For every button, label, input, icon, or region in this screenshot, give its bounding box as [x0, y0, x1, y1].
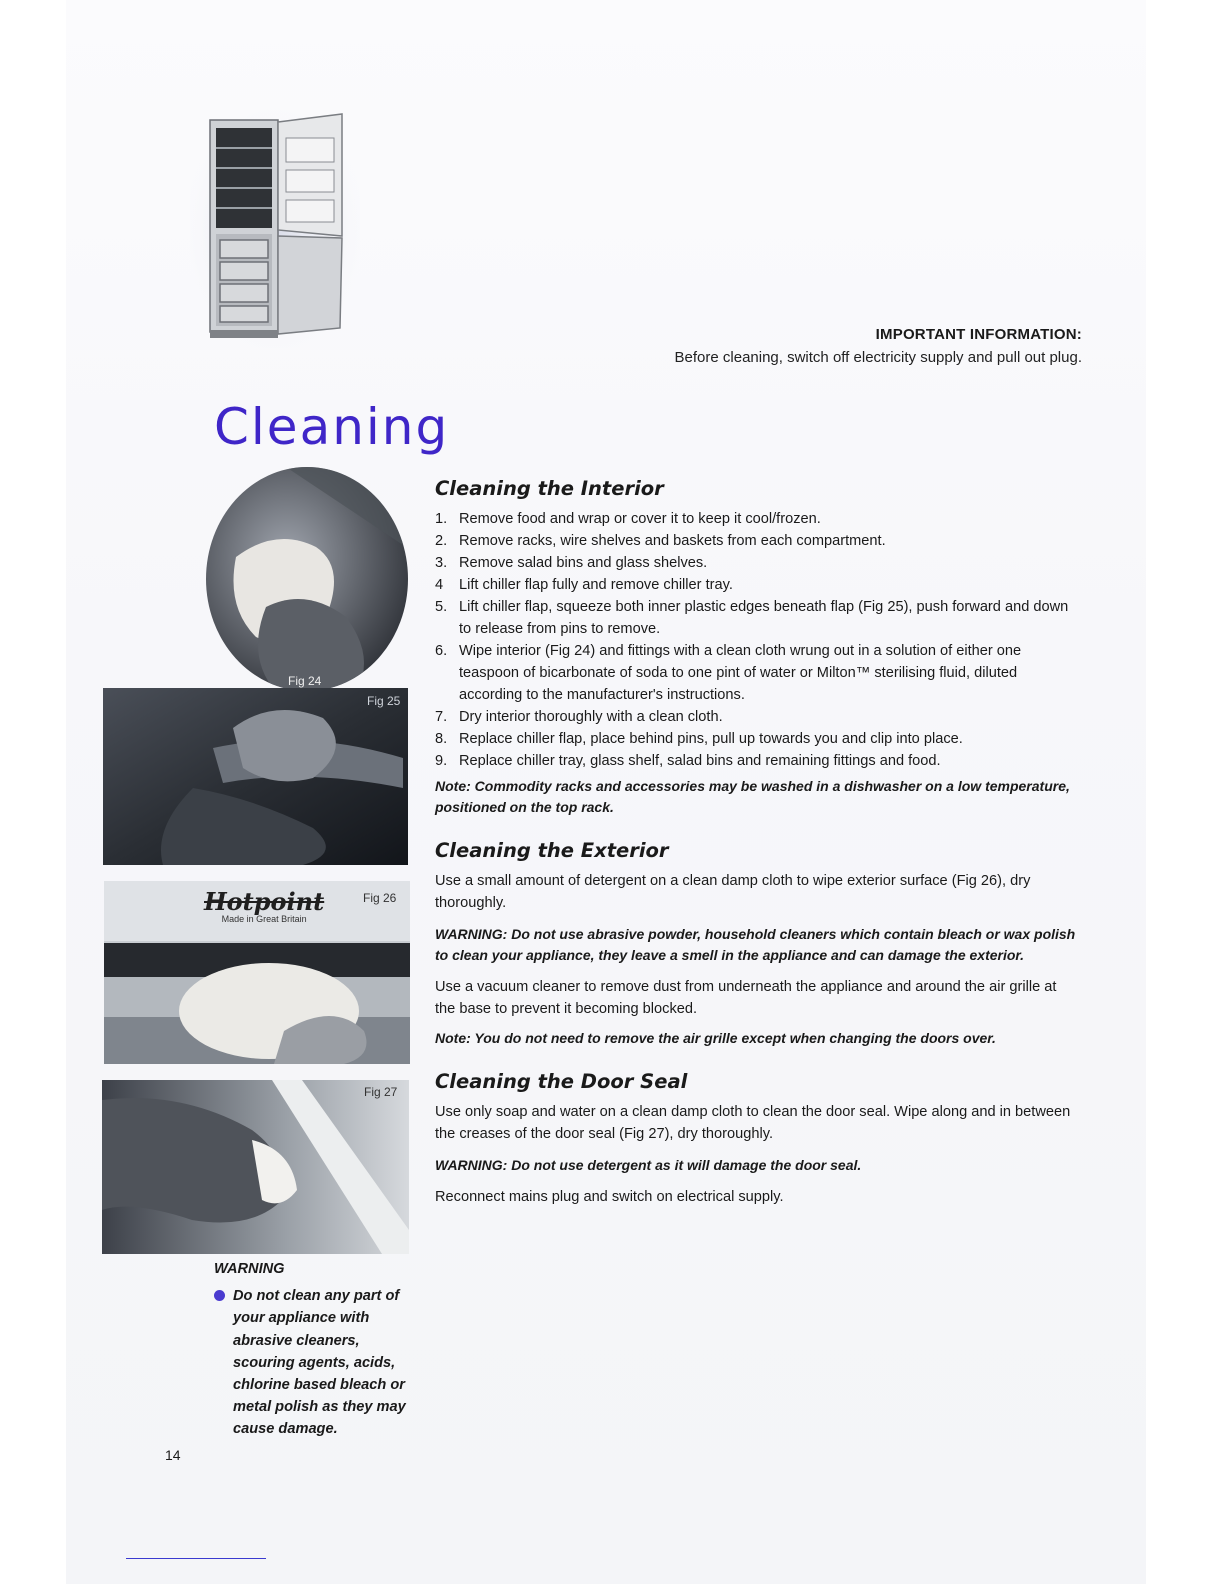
footer-rule — [126, 1558, 266, 1559]
hotpoint-logo — [204, 887, 324, 924]
fig-24-label: Fig 24 — [288, 674, 322, 688]
step-number: 8. — [435, 731, 448, 747]
step-text: Remove food and wrap or cover it to keep it cool/frozen. — [459, 511, 821, 527]
fig-26-photo — [104, 881, 410, 1064]
interior-step — [435, 728, 1080, 750]
door-seal-warning: WARNING: Do not use detergent as it will damage the door seal. — [435, 1157, 862, 1173]
exterior-instructions: Use a small amount of detergent on a clean damp cloth to wipe exterior surface (Fig 26), dry thoroughly. — [435, 873, 1031, 911]
door-seal-heading: Cleaning the Door Seal — [435, 1070, 688, 1093]
interior-step — [435, 552, 1080, 574]
step-text: Remove racks, wire shelves and baskets from each compartment. — [459, 533, 886, 549]
step-number: 7. — [435, 709, 448, 725]
step-text: Dry interior thoroughly with a clean cloth. — [459, 709, 723, 725]
side-warning-item — [214, 1285, 414, 1440]
step-number: 5. — [435, 599, 448, 615]
step-text: Wipe interior (Fig 24) and fittings with a clean cloth wrung out in a solution of either one teaspoon of bicarbonate of soda to one pint of water or Milton™ sterilising fluid, diluted according to the manufacturer's instructions. — [459, 643, 1022, 703]
fig-27-label: Fig 27 — [364, 1085, 398, 1099]
step-number: 3. — [435, 555, 448, 571]
step-number: 2. — [435, 533, 448, 549]
reconnect-instructions: Reconnect mains plug and switch on electrical supply. — [435, 1189, 784, 1205]
door-seal-section — [435, 1071, 1080, 1208]
step-number: 6. — [435, 643, 448, 659]
step-text: Lift chiller flap fully and remove chiller tray. — [459, 577, 733, 593]
exterior-heading: Cleaning the Exterior — [435, 839, 669, 862]
fig-24-photo — [206, 467, 408, 692]
hotpoint-logo-text: Hotpoint — [204, 887, 325, 916]
exterior-section — [435, 840, 1080, 1049]
interior-step — [435, 750, 1080, 772]
fig-27-photo — [102, 1080, 409, 1254]
interior-steps — [435, 508, 1080, 772]
interior-step — [435, 640, 1080, 706]
step-text: Replace chiller tray, glass shelf, salad bins and remaining fittings and food. — [459, 753, 941, 769]
step-number: 1. — [435, 511, 448, 527]
bullet-dot-icon — [214, 1290, 225, 1301]
interior-heading: Cleaning the Interior — [435, 477, 664, 500]
exterior-warning: WARNING: Do not use abrasive powder, household cleaners which contain bleach or wax polish to clean your appliance, they leave a smell in the appliance and can damage the exterior. — [435, 926, 1076, 963]
interior-section — [435, 478, 1080, 818]
interior-step — [435, 508, 1080, 530]
step-number: 4 — [435, 577, 444, 593]
fridge-freezer-image — [190, 108, 360, 348]
step-number: 9. — [435, 753, 448, 769]
fig-26-label: Fig 26 — [363, 891, 397, 905]
exterior-vacuum-instructions: Use a vacuum cleaner to remove dust from underneath the appliance and around the air grille at the base to prevent it becoming blocked. — [435, 979, 1057, 1017]
important-information — [675, 326, 1082, 366]
door-seal-instructions: Use only soap and water on a clean damp cloth to clean the door seal. Wipe along and in between the creases of the door seal (Fig 27), dry thoroughly. — [435, 1104, 1071, 1142]
step-text: Lift chiller flap, squeeze both inner plastic edges beneath flap (Fig 25), push forward and down to release from pins to remove. — [459, 599, 1069, 637]
important-title: IMPORTANT INFORMATION: — [875, 326, 1082, 343]
interior-step — [435, 706, 1080, 728]
side-warning-text: Do not clean any part of your appliance with abrasive cleaners, scouring agents, acids, chlorine based bleach or metal polish as they may cause damage. — [233, 1288, 406, 1438]
hotpoint-logo-subtitle: Made in Great Britain — [221, 914, 307, 924]
exterior-note: Note: You do not need to remove the air grille except when changing the doors over. — [435, 1030, 996, 1046]
fig-25-label: Fig 25 — [367, 694, 401, 708]
fig-25-photo — [103, 688, 408, 865]
interior-note: Note: Commodity racks and accessories may be washed in a dishwasher on a low temperature, positioned on the top rack. — [435, 778, 1070, 815]
side-warning-title: WARNING — [214, 1261, 285, 1277]
page-number: 14 — [165, 1447, 181, 1463]
interior-step — [435, 530, 1080, 552]
interior-step — [435, 574, 1080, 596]
step-text: Remove salad bins and glass shelves. — [459, 555, 708, 571]
page-title: Cleaning — [214, 398, 450, 456]
main-content — [435, 478, 1080, 1208]
side-warning — [214, 1258, 414, 1441]
interior-step — [435, 596, 1080, 640]
important-body: Before cleaning, switch off electricity supply and pull out plug. — [674, 349, 1082, 366]
step-text: Replace chiller flap, place behind pins, pull up towards you and clip into place. — [459, 731, 963, 747]
